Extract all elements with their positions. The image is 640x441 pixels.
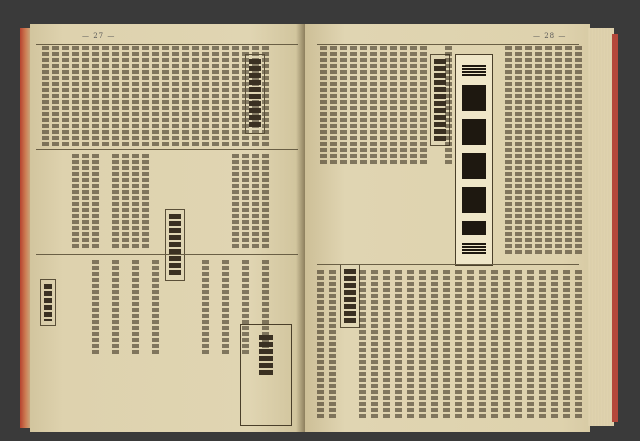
top-rule — [317, 44, 579, 45]
text-column — [112, 154, 119, 249]
text-column — [445, 46, 452, 166]
text-column — [419, 270, 426, 420]
text-column — [152, 260, 159, 355]
text-column — [112, 46, 119, 146]
page-block-edge — [588, 28, 614, 426]
text-column — [479, 270, 486, 420]
text-column — [420, 46, 427, 166]
text-column — [72, 46, 79, 146]
text-column — [535, 46, 542, 256]
text-column — [182, 46, 189, 146]
text-column — [102, 46, 109, 146]
text-column — [122, 46, 129, 146]
section-heading — [245, 54, 265, 134]
text-column — [575, 270, 582, 420]
text-column — [455, 270, 462, 420]
text-column — [72, 154, 79, 249]
text-column — [132, 260, 139, 355]
text-column — [380, 46, 387, 166]
text-column — [222, 46, 229, 146]
text-column — [162, 46, 169, 146]
text-column — [505, 46, 512, 256]
text-column — [92, 154, 99, 249]
text-column — [390, 46, 397, 166]
text-column — [252, 154, 259, 249]
text-column — [515, 270, 522, 420]
text-column — [515, 46, 522, 256]
text-column — [212, 46, 219, 146]
text-column — [52, 46, 59, 146]
text-column — [62, 46, 69, 146]
band-rule — [317, 264, 579, 265]
text-column — [92, 260, 99, 355]
author-credit — [40, 279, 56, 326]
text-column — [340, 46, 347, 166]
text-column — [555, 46, 562, 256]
boxed-column — [240, 324, 292, 426]
text-column — [383, 270, 390, 420]
text-column — [551, 270, 558, 420]
left-page — [30, 24, 305, 432]
text-column — [410, 46, 417, 166]
text-column — [329, 270, 336, 420]
text-column — [545, 46, 552, 256]
section-heading — [340, 264, 360, 328]
text-column — [395, 270, 402, 420]
text-column — [359, 270, 366, 420]
text-column — [112, 260, 119, 355]
text-column — [132, 46, 139, 146]
text-column — [317, 270, 324, 420]
text-column — [142, 46, 149, 146]
text-column — [370, 46, 377, 166]
text-column — [152, 46, 159, 146]
text-column — [350, 46, 357, 166]
text-column — [360, 46, 367, 166]
section-heading — [165, 209, 185, 281]
right-page-number: — 28 — — [533, 32, 567, 40]
top-rule — [36, 44, 298, 45]
text-column — [431, 270, 438, 420]
text-column — [82, 154, 89, 249]
text-column — [242, 154, 249, 249]
article-title-banner — [455, 54, 493, 266]
text-column — [400, 46, 407, 166]
text-column — [525, 46, 532, 256]
text-column — [92, 46, 99, 146]
text-column — [371, 270, 378, 420]
text-column — [565, 46, 572, 256]
text-column — [563, 270, 570, 420]
text-column — [539, 270, 546, 420]
text-column — [503, 270, 510, 420]
text-column — [192, 46, 199, 146]
text-column — [42, 46, 49, 146]
text-column — [172, 46, 179, 146]
right-cover-edge — [612, 34, 618, 422]
band-rule — [36, 254, 298, 255]
text-column — [82, 46, 89, 146]
text-column — [222, 260, 229, 355]
text-column — [330, 46, 337, 166]
text-column — [232, 46, 239, 146]
text-column — [142, 154, 149, 249]
text-column — [132, 154, 139, 249]
text-column — [202, 46, 209, 146]
text-column — [467, 270, 474, 420]
text-column — [491, 270, 498, 420]
text-column — [407, 270, 414, 420]
text-column — [320, 46, 327, 166]
text-column — [232, 154, 239, 249]
right-page — [305, 24, 590, 432]
text-column — [575, 46, 582, 256]
text-column — [202, 260, 209, 355]
band-rule — [36, 149, 298, 150]
text-column — [527, 270, 534, 420]
left-page-number: — 27 — — [82, 32, 116, 40]
text-column — [122, 154, 129, 249]
text-column — [262, 154, 269, 249]
text-column — [443, 270, 450, 420]
